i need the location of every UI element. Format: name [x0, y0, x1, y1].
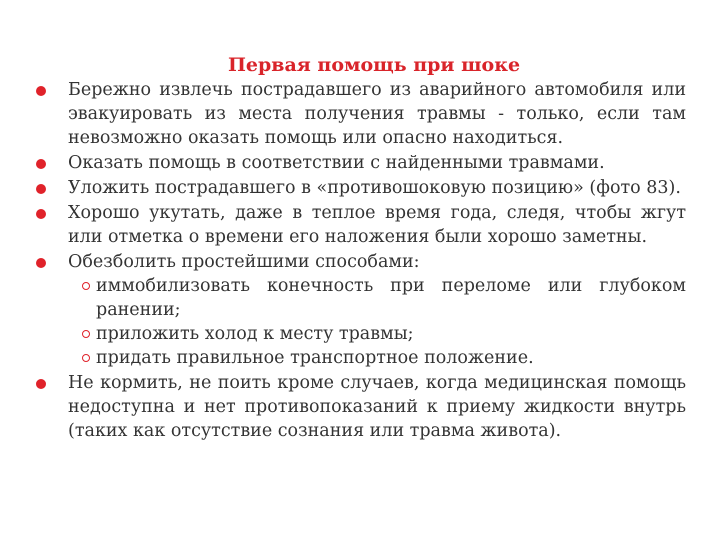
list-item-text: Уложить пострадавшего в «противошоковую позицию» (фото 83). — [68, 178, 681, 198]
bullet-icon — [36, 159, 46, 169]
sublist-item-text: приложить холод к месту травмы; — [96, 324, 414, 344]
list-item — [34, 250, 686, 370]
list-item — [34, 371, 686, 443]
list-item-text: Оказать помощь в соответствии с найденными травмами. — [68, 153, 605, 173]
sublist — [68, 274, 686, 370]
bullet-icon — [36, 209, 46, 219]
list-item-text: Бережно извлечь пострадавшего из аварийного автомобиля или эвакуировать из места получения травмы - только, если там невозможно оказать помощь или опасно находиться. — [68, 80, 686, 148]
circle-bullet-icon — [82, 330, 90, 338]
list-item — [34, 201, 686, 249]
bullet-icon — [36, 86, 46, 96]
bullet-icon — [36, 379, 46, 389]
first-aid-list — [34, 78, 686, 444]
list-item-text: Обезболить простейшими способами: — [68, 252, 420, 272]
list-item — [34, 78, 686, 150]
list-item — [34, 176, 686, 200]
circle-bullet-icon — [82, 354, 90, 362]
list-item-text: Не кормить, не поить кроме случаев, когда медицинская помощь недоступна и нет противопоказаний к приему жидкости внутрь (таких как отсутствие сознания или травма живота). — [68, 373, 686, 441]
sublist-item — [82, 346, 686, 370]
sublist-item-text: придать правильное транспортное положение. — [96, 348, 534, 368]
slide-title: Первая помощь при шоке — [227, 54, 521, 76]
bullet-icon — [36, 184, 46, 194]
sublist-item-text: иммобилизовать конечность при переломе или глубоком ранении; — [96, 276, 686, 320]
list-item — [34, 151, 686, 175]
list-item-text: Хорошо укутать, даже в теплое время года, следя, чтобы жгут или отметка о времени его наложения были хорошо заметны. — [68, 203, 686, 247]
circle-bullet-icon — [82, 282, 90, 290]
sublist-item — [82, 274, 686, 322]
sublist-item — [82, 322, 686, 346]
bullet-icon — [36, 258, 46, 268]
